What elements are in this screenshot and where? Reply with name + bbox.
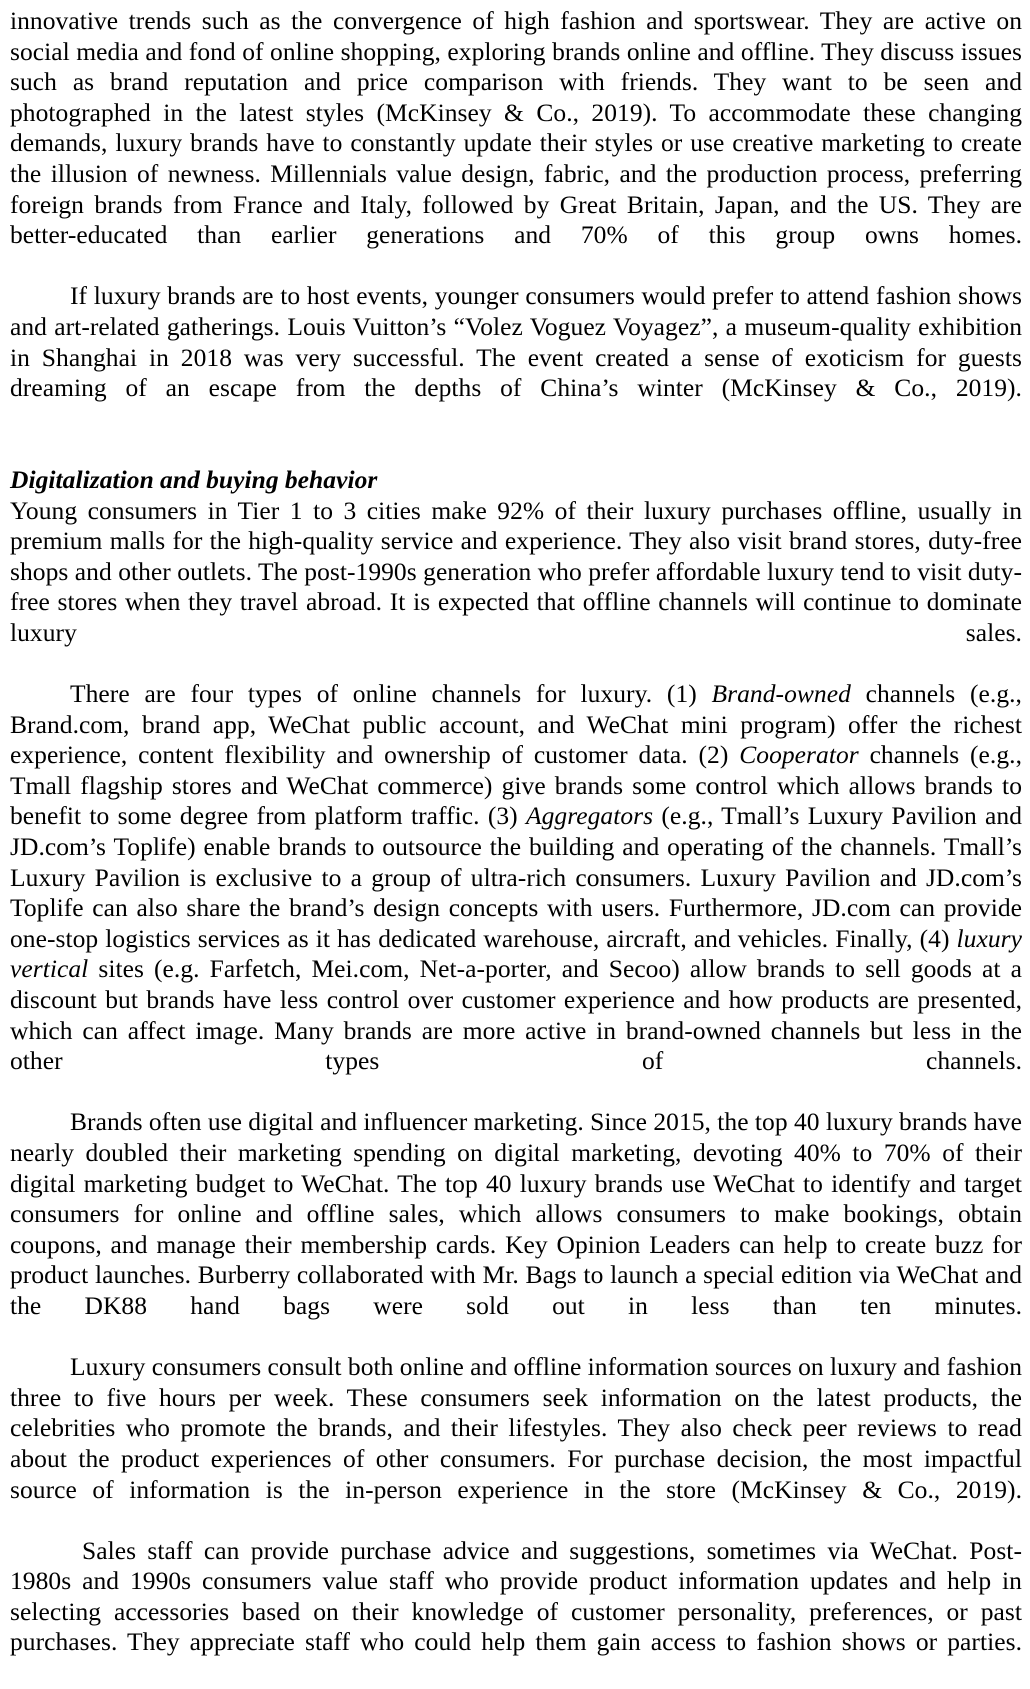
online-channels-run-1: There are four types of online channels for luxury. (1) <box>70 679 712 709</box>
paragraph-online-channel-types <box>10 679 1022 1107</box>
paragraph-digital-influencer-marketing: Brands often use digital and influencer marketing. Since 2015, the top 40 luxury brands have nearly doubled their marketing spending on digital marketing, devoting 40% to 70% of their digital marketing budget to WeChat. The top 40 luxury brands use WeChat to identify and target consumers for online and offline sales, which allows consumers to make bookings, obtain coupons, and manage their membership cards. Key Opinion Leaders can help to create buzz for product launches. Burberry collaborated with Mr. Bags to launch a special edition via WeChat and the DK88 hand bags were sold out in less than ten minutes. <box>10 1107 1022 1320</box>
online-channels-term-aggregators: Aggregators <box>526 801 654 831</box>
online-channels-term-luxury-vertical: luxury vertical <box>10 923 1022 984</box>
document-body <box>10 6 1022 1689</box>
section-heading-digitalization: Digitalization and buying behavior <box>10 464 378 494</box>
online-channels-term-cooperator: Cooperator <box>739 740 859 770</box>
online-channels-run-4: (e.g., Tmall’s Luxury Pavilion and JD.com’s Toplife) enable brands to outsource the building and operating of the channels. Tmall’s Luxury Pavilion is exclusive to a group of ultra-rich consumers. Luxury Pavilion and JD.com’s Toplife can also share the brand’s design concepts with users. Furthermore, JD.com can provide one-stop logistics services as it has dedicated warehouse, aircraft, and vehicles. Finally, (4) <box>10 801 1022 953</box>
online-channels-run-5: sites (e.g. Farfetch, Mei.com, Net-a-porter, and Secoo) allow brands to sell goods at a discount but brands have less control over customer experience and how products are presented, which can affect image. Many brands are more active in brand-owned channels but less in the other types of channels. <box>10 954 1022 1076</box>
paragraph-spacer <box>10 434 1022 465</box>
paragraph-information-sources: Luxury consumers consult both online and offline information sources on luxury and fashion three to five hours per week. These consumers seek information on the latest products, the celebrities who promote the brands, and their lifestyles. They also check peer reviews to read about the product experiences of other consumers. For purchase decision, the most impactful source of information is the in-person experience in the store (McKinsey & Co., 2019). <box>10 1352 1022 1504</box>
paragraph-continued-from-previous-page: innovative trends such as the convergence of high fashion and sportswear. They are active on social media and fond of online shopping, exploring brands online and offline. They discuss issues such as brand reputation and price comparison with friends. They want to be seen and photographed in the latest styles (McKinsey & Co., 2019). To accommodate these changing demands, luxury brands have to constantly update their styles or use creative marketing to create the illusion of newness. Millennials value design, fabric, and the production process, preferring foreign brands from France and Italy, followed by Great Britain, Japan, and the US. They are better-educated than earlier generations and 70% of this group owns homes. <box>10 6 1022 250</box>
paragraph-offline-purchases: Young consumers in Tier 1 to 3 cities make 92% of their luxury purchases offline, usually in premium malls for the high-quality service and experience. They also visit brand stores, duty-free shops and other outlets. The post-1990s generation who prefer affordable luxury tend to visit duty-free stores when they travel abroad. It is expected that offline channels will continue to dominate luxury sales. <box>10 495 1022 647</box>
paragraph-luxury-brand-events: If luxury brands are to host events, younger consumers would prefer to attend fashion shows and art-related gatherings. Louis Vuitton’s “Volez Voguez Voyagez”, a museum-quality exhibition in Shanghai in 2018 was very successful. The event created a sense of exoticism for guests dreaming of an escape from the depths of China’s winter (McKinsey & Co., 2019). <box>10 281 1022 403</box>
online-channels-run-2: channels (e.g., Brand.com, brand app, WeChat public account, and WeChat mini program) offer the richest experience, content flexibility and ownership of customer data. (2) <box>10 679 1022 770</box>
paragraph-sales-staff: Sales staff can provide purchase advice and suggestions, sometimes via WeChat. Post-1980s and 1990s consumers value staff who provide product information updates and help in selecting accessories based on their knowledge of customer personality, preferences, or past purchases. They appreciate staff who could help them gain access to fashion shows or parties. <box>10 1535 1022 1657</box>
online-channels-run-3: channels (e.g., Tmall flagship stores and WeChat commerce) give brands some control which allows brands to benefit to some degree from platform traffic. (3) <box>10 740 1022 831</box>
online-channels-term-brand-owned: Brand-owned <box>711 679 851 709</box>
